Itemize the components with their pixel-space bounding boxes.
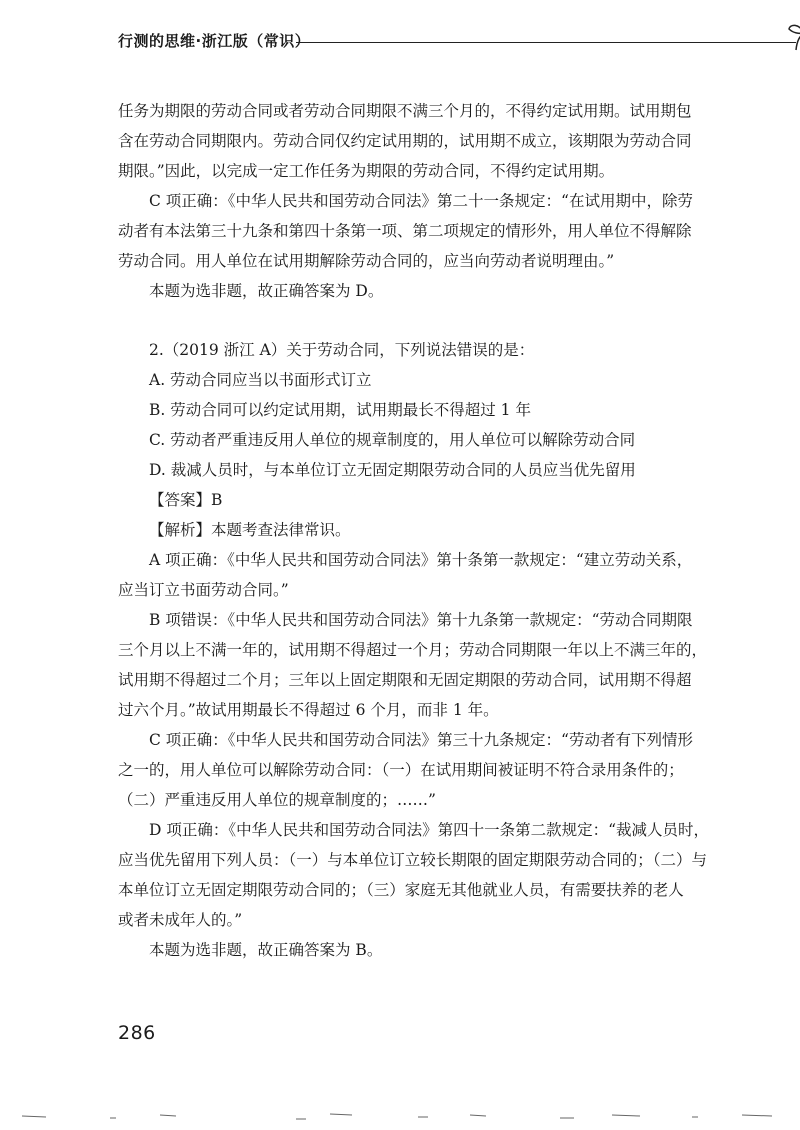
text-line: 三个月以上不满一年的，试用期不得超过一个月；劳动合同期限一年以上不满三年的，: [118, 641, 708, 659]
question-2: [118, 335, 716, 545]
text-line: 应当优先留用下列人员：（一）与本单位订立较长期限的固定期限劳动合同的；（二）与: [118, 851, 708, 869]
analysis-line: 【解析】本题考查法律常识。: [149, 521, 351, 539]
text-line: 试用期不得超过二个月；三年以上固定期限和无固定期限的劳动合同，试用期不得超: [118, 671, 692, 689]
paragraph-option-c-analysis: [118, 725, 716, 815]
text-line: B 项错误：《中华人民共和国劳动合同法》第十九条第一款规定：“劳动合同期限: [149, 611, 693, 629]
text-line: （二）严重违反用人单位的规章制度的；……”: [118, 791, 436, 809]
text-line: C 项正确：《中华人民共和国劳动合同法》第三十九条规定：“劳动者有下列情形: [149, 731, 693, 749]
sprout-icon: [784, 20, 800, 52]
question-stem: 2.（2019 浙江 A）关于劳动合同，下列说法错误的是：: [149, 341, 535, 359]
page-body: [118, 96, 716, 965]
text-line: 本题为选非题，故正确答案为 D。: [149, 282, 384, 300]
paragraph-conclusion-q1: [118, 276, 716, 306]
text-line: 动者有本法第三十九条和第四十条第一项、第二项规定的情形外，用人单位不得解除: [118, 222, 692, 240]
text-line: 或者未成年人的。”: [118, 911, 243, 929]
paragraph-option-d-analysis: [118, 815, 716, 935]
text-line: A 项正确：《中华人民共和国劳动合同法》第十条第一款规定：“建立劳动关系，: [149, 551, 693, 569]
scan-noise-marks: [0, 1112, 800, 1124]
text-line: 任务为期限的劳动合同或者劳动合同期限不满三个月的，不得约定试用期。试用期包: [118, 102, 692, 120]
header-rule: [296, 42, 796, 43]
text-line: 本单位订立无固定期限劳动合同的；（三）家庭无其他就业人员，有需要扶养的老人: [118, 881, 684, 899]
page-number: 286: [118, 1022, 156, 1044]
text-line: 本题为选非题，故正确答案为 B。: [149, 941, 383, 959]
paragraph-option-c-explanation: [118, 186, 716, 276]
text-line: 应当订立书面劳动合同。”: [118, 581, 289, 599]
text-line: 过六个月。”故试用期最长不得超过 6 个月，而非 1 年。: [118, 701, 499, 719]
option-c: C. 劳动者严重违反用人单位的规章制度的，用人单位可以解除劳动合同: [149, 431, 636, 449]
text-line: 含在劳动合同期限内。劳动合同仅约定试用期的，试用期不成立，该期限为劳动合同: [118, 132, 692, 150]
answer-line: 【答案】B: [149, 491, 223, 509]
option-a: A. 劳动合同应当以书面形式订立: [149, 371, 372, 389]
text-line: 期限。”因此，以完成一定工作任务为期限的劳动合同，不得约定试用期。: [118, 162, 615, 180]
text-line: D 项正确：《中华人民共和国劳动合同法》第四十一条第二款规定：“裁减人员时，: [149, 821, 710, 839]
paragraph-option-a-analysis: [118, 545, 716, 605]
spacer: [118, 306, 716, 335]
paragraph-conclusion-q2: [118, 935, 716, 965]
header-title: 行测的思维·浙江版（常识）: [118, 32, 311, 50]
text-line: C 项正确：《中华人民共和国劳动合同法》第二十一条规定：“在试用期中，除劳: [149, 192, 693, 210]
text-line: 之一的，用人单位可以解除劳动合同：（一）在试用期间被证明不符合录用条件的；: [118, 761, 684, 779]
option-b: B. 劳动合同可以约定试用期，试用期最长不得超过 1 年: [149, 401, 531, 419]
option-d: D. 裁减人员时，与本单位订立无固定期限劳动合同的人员应当优先留用: [149, 461, 636, 479]
running-header: [118, 28, 718, 54]
text-line: 劳动合同。用人单位在试用期解除劳动合同的，应当向劳动者说明理由。”: [118, 252, 615, 270]
paragraph-intro-continuation: [118, 96, 716, 186]
paragraph-option-b-analysis: [118, 605, 716, 725]
